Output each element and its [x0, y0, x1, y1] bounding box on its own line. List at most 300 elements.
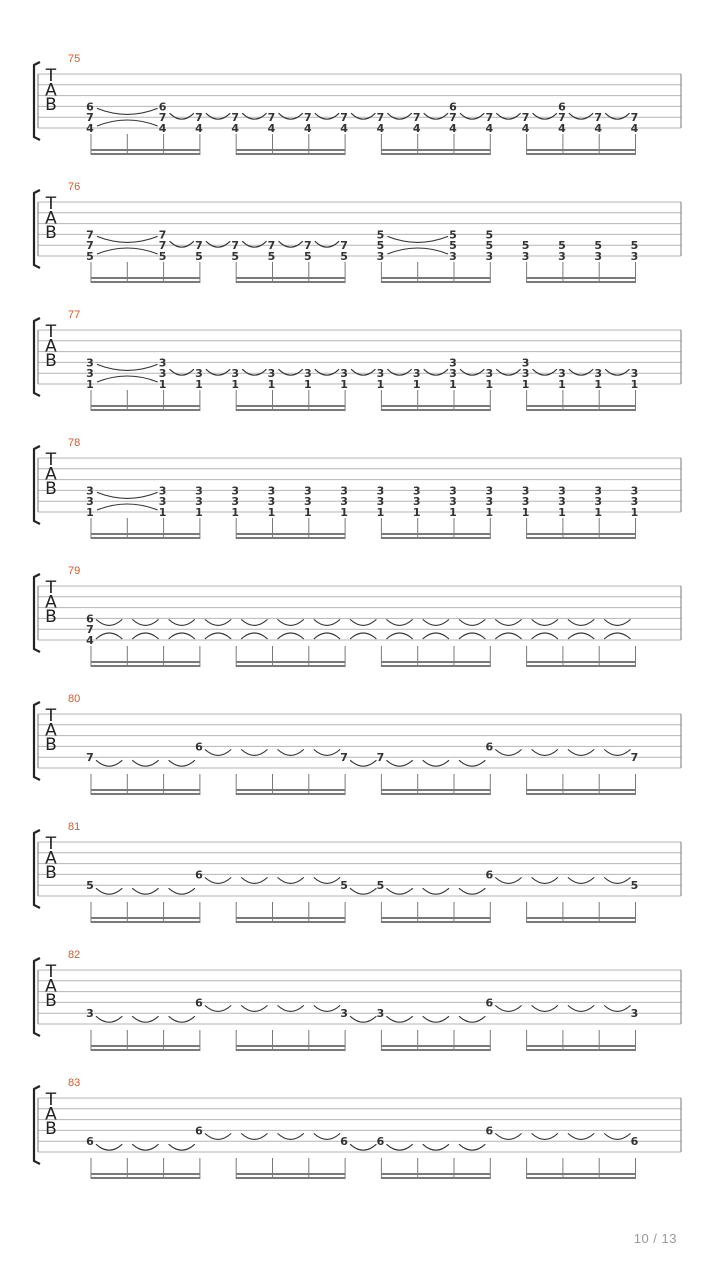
beam — [527, 789, 636, 791]
fret-number: 7 — [303, 111, 312, 125]
fret-number: 3 — [303, 367, 312, 381]
tie-arc — [132, 619, 158, 625]
tie-arc — [97, 120, 158, 126]
fret-number: 6 — [485, 740, 494, 754]
fret-number: 5 — [158, 250, 167, 263]
tie-arc — [241, 1005, 267, 1011]
tie-arc — [242, 113, 266, 119]
fret-number: 3 — [558, 495, 566, 509]
fret-number: 3 — [594, 495, 603, 509]
tie-arc — [460, 369, 484, 375]
fret-number: 3 — [340, 484, 348, 498]
beam — [236, 537, 345, 539]
fret-number: 3 — [376, 495, 385, 509]
tie-arc — [169, 888, 195, 894]
tie-arc — [169, 1016, 195, 1022]
fret-number: 1 — [558, 378, 566, 391]
tie-arc — [604, 1133, 630, 1139]
fret-number: 4 — [449, 122, 457, 135]
fret-number: 7 — [376, 751, 385, 765]
tie-arc — [423, 1144, 449, 1150]
tab-clef-letter: T — [45, 577, 57, 598]
tie-arc — [532, 633, 558, 639]
fret-number: 5 — [267, 250, 276, 263]
tie-arc — [170, 241, 194, 247]
fret-number: 3 — [340, 367, 348, 381]
fret-number: 3 — [86, 356, 94, 370]
beam — [527, 409, 636, 411]
fret-number: 1 — [267, 506, 276, 519]
fret-number: 1 — [558, 506, 566, 519]
fret-number: 3 — [376, 484, 385, 498]
fret-number: 6 — [86, 1135, 94, 1149]
fret-number: 1 — [630, 506, 639, 519]
beam — [236, 789, 345, 791]
fret-number: 1 — [195, 506, 203, 519]
beam — [381, 281, 490, 283]
beam — [91, 537, 200, 539]
tie-arc — [242, 241, 266, 247]
beam — [381, 1173, 490, 1175]
fret-number: 3 — [267, 484, 276, 498]
tie-arc — [96, 888, 122, 894]
tie-arc — [423, 1016, 449, 1022]
fret-number: 7 — [376, 111, 385, 125]
tie-arc — [169, 633, 195, 639]
tie-arc — [169, 760, 195, 766]
tab-clef-letter: B — [45, 990, 57, 1011]
beam — [91, 409, 200, 411]
beam — [527, 1049, 636, 1051]
tie-arc — [387, 248, 448, 254]
fret-number: 4 — [340, 122, 348, 135]
tie-arc — [241, 749, 267, 755]
beam — [527, 153, 636, 155]
fret-number: 3 — [231, 484, 240, 498]
fret-number: 3 — [158, 356, 167, 370]
fret-number: 3 — [630, 495, 639, 509]
tie-arc — [424, 113, 448, 119]
fret-number: 4 — [594, 122, 603, 135]
fret-number: 7 — [340, 111, 348, 125]
beam — [527, 281, 636, 283]
tie-arc — [495, 1005, 521, 1011]
fret-number: 7 — [412, 111, 421, 125]
fret-number: 6 — [195, 996, 203, 1010]
fret-number: 3 — [303, 484, 312, 498]
fret-number: 3 — [485, 484, 494, 498]
measure-number: 75 — [68, 53, 81, 65]
tab-clef-letter: A — [45, 848, 57, 869]
fret-number: 1 — [449, 378, 457, 391]
fret-number: 4 — [86, 122, 94, 135]
tie-arc — [604, 619, 630, 625]
tie-arc — [386, 760, 412, 766]
fret-number: 3 — [594, 484, 603, 498]
tie-arc — [532, 619, 558, 625]
tie-arc — [97, 236, 158, 242]
beam — [381, 533, 490, 535]
fret-number: 3 — [376, 1007, 385, 1021]
tie-arc — [314, 1133, 340, 1139]
beam — [91, 921, 200, 923]
beam — [527, 917, 636, 919]
fret-number: 7 — [630, 751, 639, 765]
fret-number: 6 — [485, 996, 494, 1010]
fret-number: 6 — [195, 868, 203, 882]
beam — [381, 665, 490, 667]
tie-arc — [169, 1144, 195, 1150]
fret-number: 3 — [630, 1007, 639, 1021]
fret-number: 4 — [376, 122, 385, 135]
fret-number: 5 — [86, 250, 94, 263]
fret-number: 7 — [195, 111, 203, 125]
tie-arc — [532, 749, 558, 755]
beam — [91, 149, 200, 151]
fret-number: 3 — [449, 484, 457, 498]
tie-arc — [315, 369, 339, 375]
beam — [381, 1045, 490, 1047]
tie-arc — [605, 369, 629, 375]
fret-number: 7 — [521, 111, 530, 125]
fret-number: 1 — [158, 506, 167, 519]
tie-arc — [604, 749, 630, 755]
tie-arc — [241, 1133, 267, 1139]
tab-clef-letter: T — [45, 193, 57, 214]
beam — [91, 1045, 200, 1047]
fret-number: 5 — [376, 239, 385, 253]
beam — [91, 665, 200, 667]
tab-clef-letter: T — [45, 1089, 57, 1110]
fret-number: 1 — [303, 506, 312, 519]
measure-number: 81 — [68, 821, 81, 833]
fret-number: 6 — [158, 100, 167, 114]
tie-arc — [206, 113, 230, 119]
tab-clef-letter: A — [45, 1104, 57, 1125]
tie-arc — [532, 1005, 558, 1011]
fret-number: 3 — [86, 484, 94, 498]
tab-clef-letter: A — [45, 592, 57, 613]
fret-number: 3 — [376, 250, 385, 263]
beam — [91, 1177, 200, 1179]
tie-arc — [132, 633, 158, 639]
fret-number: 4 — [558, 122, 566, 135]
tie-arc — [97, 492, 158, 498]
tie-arc — [387, 113, 411, 119]
fret-number: 6 — [86, 100, 94, 114]
beam — [236, 921, 345, 923]
fret-number: 3 — [521, 495, 530, 509]
beam — [236, 661, 345, 663]
tab-clef-letter: A — [45, 720, 57, 741]
fret-number: 5 — [376, 228, 385, 242]
tie-arc — [496, 113, 520, 119]
beam — [236, 409, 345, 411]
fret-number: 3 — [521, 484, 530, 498]
fret-number: 7 — [158, 111, 167, 125]
fret-number: 3 — [158, 367, 167, 381]
tie-arc — [205, 1133, 231, 1139]
fret-number: 1 — [594, 506, 603, 519]
fret-number: 3 — [558, 250, 566, 263]
tie-arc — [568, 619, 594, 625]
tie-arc — [568, 1005, 594, 1011]
fret-number: 3 — [521, 367, 530, 381]
beam — [527, 661, 636, 663]
fret-number: 5 — [558, 239, 566, 253]
fret-number: 4 — [158, 122, 167, 135]
tie-arc — [568, 633, 594, 639]
fret-number: 7 — [630, 111, 639, 125]
fret-number: 5 — [231, 250, 240, 263]
tie-arc — [206, 241, 230, 247]
tie-arc — [386, 1016, 412, 1022]
fret-number: 4 — [231, 122, 240, 135]
tie-arc — [205, 633, 231, 639]
fret-number: 7 — [303, 239, 312, 253]
fret-number: 5 — [449, 228, 457, 242]
fret-number: 1 — [231, 378, 240, 391]
tie-arc — [169, 619, 195, 625]
fret-number: 1 — [158, 378, 167, 391]
beam — [381, 661, 490, 663]
beam — [381, 277, 490, 279]
beam — [91, 281, 200, 283]
tie-arc — [279, 369, 303, 375]
tie-arc — [568, 749, 594, 755]
tie-arc — [241, 633, 267, 639]
beam — [527, 149, 636, 151]
fret-number: 3 — [558, 367, 566, 381]
beam — [236, 1049, 345, 1051]
tab-clef-letter: B — [45, 478, 57, 499]
beam — [381, 153, 490, 155]
fret-number: 1 — [485, 506, 494, 519]
tie-arc — [314, 633, 340, 639]
tie-arc — [241, 877, 267, 883]
fret-number: 7 — [231, 239, 240, 253]
fret-number: 5 — [195, 250, 203, 263]
fret-number: 3 — [449, 367, 457, 381]
fret-number: 5 — [376, 879, 385, 893]
fret-number: 5 — [521, 239, 530, 253]
tab-clef-letter: A — [45, 336, 57, 357]
fret-number: 1 — [267, 378, 276, 391]
beam — [91, 1049, 200, 1051]
fret-number: 3 — [630, 250, 639, 263]
tie-arc — [459, 888, 485, 894]
fret-number: 3 — [195, 484, 203, 498]
tie-arc — [132, 760, 158, 766]
beam — [527, 405, 636, 407]
beam — [381, 537, 490, 539]
fret-number: 7 — [485, 111, 494, 125]
fret-number: 3 — [267, 367, 276, 381]
fret-number: 6 — [558, 100, 566, 114]
tie-arc — [533, 369, 557, 375]
beam — [381, 793, 490, 795]
tie-arc — [278, 619, 304, 625]
fret-number: 7 — [267, 111, 276, 125]
beam — [236, 1177, 345, 1179]
tie-arc — [205, 619, 231, 625]
page-number: 10 / 13 — [633, 1231, 677, 1246]
tie-arc — [278, 877, 304, 883]
tie-arc — [206, 369, 230, 375]
beam — [236, 149, 345, 151]
tab-clef-letter: A — [45, 208, 57, 229]
fret-number: 1 — [412, 506, 421, 519]
beam — [236, 533, 345, 535]
tie-arc — [604, 877, 630, 883]
tie-arc — [351, 369, 375, 375]
tie-arc — [423, 633, 449, 639]
fret-number: 3 — [630, 484, 639, 498]
tie-arc — [496, 369, 520, 375]
fret-number: 3 — [412, 495, 421, 509]
tie-arc — [460, 113, 484, 119]
beam — [236, 793, 345, 795]
tie-arc — [568, 877, 594, 883]
tie-arc — [423, 760, 449, 766]
tab-clef-letter: B — [45, 222, 57, 243]
tie-arc — [387, 236, 448, 242]
tie-arc — [495, 749, 521, 755]
fret-number: 5 — [340, 879, 348, 893]
beam — [527, 1177, 636, 1179]
fret-number: 5 — [449, 239, 457, 253]
tie-arc — [96, 619, 122, 625]
fret-number: 3 — [267, 495, 276, 509]
tab-clef-letter: B — [45, 350, 57, 371]
fret-number: 1 — [376, 378, 385, 391]
fret-number: 1 — [303, 378, 312, 391]
tie-arc — [350, 1144, 376, 1150]
tie-arc — [241, 619, 267, 625]
fret-number: 7 — [340, 239, 348, 253]
fret-number: 3 — [158, 495, 167, 509]
fret-number: 3 — [376, 367, 385, 381]
beam — [91, 793, 200, 795]
tab-clef-letter: A — [45, 80, 57, 101]
fret-number: 3 — [485, 495, 494, 509]
measure-number: 78 — [68, 437, 81, 449]
beam — [91, 277, 200, 279]
tie-arc — [532, 1133, 558, 1139]
fret-number: 3 — [485, 250, 494, 263]
fret-number: 3 — [86, 1007, 94, 1021]
beam — [236, 665, 345, 667]
tie-arc — [459, 619, 485, 625]
beam — [91, 789, 200, 791]
tie-arc — [96, 1016, 122, 1022]
fret-number: 1 — [630, 378, 639, 391]
fret-number: 7 — [594, 111, 603, 125]
tie-arc — [386, 619, 412, 625]
beam — [527, 793, 636, 795]
tie-arc — [205, 1005, 231, 1011]
fret-number: 3 — [485, 367, 494, 381]
fret-number: 5 — [303, 250, 312, 263]
fret-number: 3 — [86, 367, 94, 381]
measure-number: 82 — [68, 949, 81, 961]
fret-number: 3 — [594, 367, 603, 381]
fret-number: 3 — [340, 495, 348, 509]
tie-arc — [97, 108, 158, 114]
fret-number: 3 — [449, 495, 457, 509]
tie-arc — [459, 760, 485, 766]
tie-arc — [604, 633, 630, 639]
fret-number: 1 — [485, 378, 494, 391]
tab-clef-letter: T — [45, 65, 57, 86]
tie-arc — [279, 113, 303, 119]
fret-number: 3 — [195, 367, 203, 381]
tie-arc — [532, 877, 558, 883]
fret-number: 1 — [376, 506, 385, 519]
tie-arc — [423, 619, 449, 625]
fret-number: 4 — [195, 122, 203, 135]
beam — [381, 405, 490, 407]
tab-clef-letter: B — [45, 862, 57, 883]
tie-arc — [495, 633, 521, 639]
beam — [236, 281, 345, 283]
tie-arc — [350, 1016, 376, 1022]
tie-arc — [495, 1133, 521, 1139]
fret-number: 6 — [376, 1135, 385, 1149]
beam — [527, 665, 636, 667]
tab-clef-letter: T — [45, 961, 57, 982]
tie-arc — [350, 633, 376, 639]
fret-number: 3 — [449, 250, 457, 263]
tie-arc — [315, 241, 339, 247]
beam — [91, 153, 200, 155]
fret-number: 4 — [630, 122, 639, 135]
tab-clef-letter: A — [45, 976, 57, 997]
fret-number: 3 — [195, 495, 203, 509]
tab-clef-letter: B — [45, 1118, 57, 1139]
tie-arc — [314, 877, 340, 883]
tie-arc — [205, 877, 231, 883]
fret-number: 4 — [412, 122, 421, 135]
beam — [236, 1045, 345, 1047]
fret-number: 4 — [86, 634, 94, 647]
tie-arc — [279, 241, 303, 247]
tie-arc — [569, 113, 593, 119]
tie-arc — [386, 1144, 412, 1150]
beam — [236, 1173, 345, 1175]
fret-number: 7 — [231, 111, 240, 125]
fret-number: 3 — [303, 495, 312, 509]
tie-arc — [604, 1005, 630, 1011]
beam — [236, 277, 345, 279]
fret-number: 5 — [86, 879, 94, 893]
tie-arc — [96, 1144, 122, 1150]
fret-number: 3 — [521, 250, 530, 263]
fret-number: 6 — [485, 1124, 494, 1138]
tie-arc — [205, 749, 231, 755]
fret-number: 6 — [195, 740, 203, 754]
tie-arc — [97, 364, 158, 370]
fret-number: 3 — [412, 367, 421, 381]
tie-arc — [170, 113, 194, 119]
tie-arc — [459, 633, 485, 639]
beam — [381, 149, 490, 151]
tie-arc — [170, 369, 194, 375]
fret-number: 5 — [340, 250, 348, 263]
tie-arc — [132, 1144, 158, 1150]
fret-number: 7 — [86, 228, 94, 242]
fret-number: 1 — [449, 506, 457, 519]
